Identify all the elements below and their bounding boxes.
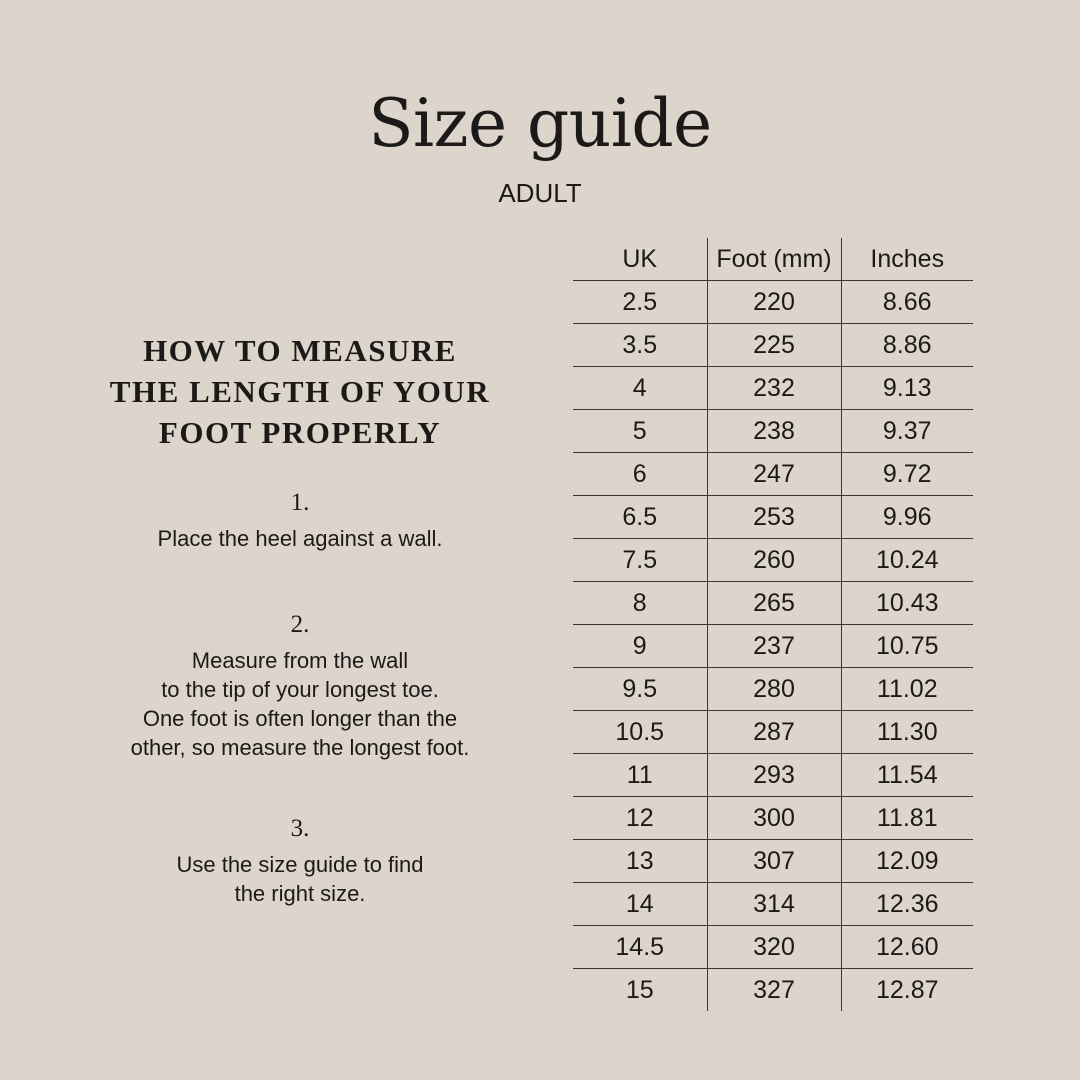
- cell-uk-size: 8: [573, 582, 707, 625]
- cell-foot-mm: 287: [707, 711, 841, 754]
- step-text: [80, 646, 520, 762]
- table-row: [573, 711, 973, 754]
- step-text-line: Place the heel against a wall.: [157, 526, 443, 551]
- table-row: [573, 969, 973, 1012]
- table-row: [573, 496, 973, 539]
- cell-uk-size: 15: [573, 969, 707, 1012]
- cell-uk-size: 2.5: [573, 281, 707, 324]
- table-row: [573, 453, 973, 496]
- cell-inches: 10.75: [841, 625, 973, 668]
- step-number: 1.: [290, 489, 310, 516]
- table-row: [573, 324, 973, 367]
- table-header-row: [573, 238, 973, 281]
- table-row: [573, 840, 973, 883]
- cell-foot-mm: 327: [707, 969, 841, 1012]
- cell-foot-mm: 220: [707, 281, 841, 324]
- cell-foot-mm: 238: [707, 410, 841, 453]
- cell-foot-mm: 314: [707, 883, 841, 926]
- cell-uk-size: 7.5: [573, 539, 707, 582]
- step-text-line: One foot is often longer than the: [142, 706, 458, 731]
- cell-uk-size: 3.5: [573, 324, 707, 367]
- cell-inches: 9.13: [841, 367, 973, 410]
- cell-foot-mm: 293: [707, 754, 841, 797]
- cell-foot-mm: 300: [707, 797, 841, 840]
- cell-inches: 12.60: [841, 926, 973, 969]
- cell-uk-size: 9.5: [573, 668, 707, 711]
- table-body: [573, 281, 973, 1012]
- step-text-line: Measure from the wall: [191, 648, 409, 673]
- cell-uk-size: 12: [573, 797, 707, 840]
- table-row: [573, 410, 973, 453]
- table-row: [573, 539, 973, 582]
- size-table-container: [573, 238, 973, 1011]
- cell-inches: 11.02: [841, 668, 973, 711]
- instructions-heading-line: HOW TO MEASURE: [143, 333, 457, 368]
- cell-inches: 10.24: [841, 539, 973, 582]
- cell-uk-size: 6.5: [573, 496, 707, 539]
- cell-inches: 11.54: [841, 754, 973, 797]
- cell-uk-size: 6: [573, 453, 707, 496]
- cell-foot-mm: 237: [707, 625, 841, 668]
- column-header-uk: UK: [573, 238, 707, 281]
- step-text-line: the right size.: [234, 881, 366, 906]
- cell-uk-size: 11: [573, 754, 707, 797]
- page-title: Size guide: [368, 85, 712, 162]
- cell-uk-size: 13: [573, 840, 707, 883]
- cell-inches: 9.72: [841, 453, 973, 496]
- cell-inches: 8.86: [841, 324, 973, 367]
- instruction-step-1: [80, 488, 520, 553]
- column-header-foot-mm: Foot (mm): [707, 238, 841, 281]
- page-subtitle: ADULT: [498, 178, 582, 208]
- cell-inches: 12.09: [841, 840, 973, 883]
- step-number: 3.: [290, 815, 310, 842]
- cell-foot-mm: 280: [707, 668, 841, 711]
- table-row: [573, 883, 973, 926]
- instructions-heading-line: FOOT PROPERLY: [158, 415, 442, 450]
- cell-uk-size: 9: [573, 625, 707, 668]
- step-text: [80, 850, 520, 908]
- cell-foot-mm: 320: [707, 926, 841, 969]
- cell-foot-mm: 253: [707, 496, 841, 539]
- cell-inches: 11.30: [841, 711, 973, 754]
- cell-inches: 9.37: [841, 410, 973, 453]
- table-row: [573, 797, 973, 840]
- table-row: [573, 668, 973, 711]
- step-text-line: Use the size guide to find: [176, 852, 424, 877]
- table-row: [573, 367, 973, 410]
- instruction-step-2: [80, 610, 520, 762]
- cell-foot-mm: 225: [707, 324, 841, 367]
- cell-inches: 12.87: [875, 975, 939, 1004]
- table-row: [573, 625, 973, 668]
- cell-inches: 8.66: [841, 281, 973, 324]
- instruction-step-3: [80, 814, 520, 908]
- instructions-heading-line: THE LENGTH OF YOUR: [109, 374, 491, 409]
- table-row: [573, 582, 973, 625]
- cell-uk-size: 5: [573, 410, 707, 453]
- size-table: [573, 238, 973, 1011]
- table-row: [573, 926, 973, 969]
- cell-foot-mm: 307: [707, 840, 841, 883]
- instructions-heading: [80, 330, 520, 453]
- cell-inches: 10.43: [841, 582, 973, 625]
- cell-inches: 11.81: [841, 797, 973, 840]
- cell-foot-mm: 247: [707, 453, 841, 496]
- cell-uk-size: 10.5: [573, 711, 707, 754]
- column-header-inches: Inches: [841, 238, 973, 281]
- step-text-line: other, so measure the longest foot.: [130, 735, 470, 760]
- cell-foot-mm: 265: [707, 582, 841, 625]
- cell-inches: 9.96: [841, 496, 973, 539]
- cell-foot-mm: 232: [707, 367, 841, 410]
- step-number: 2.: [290, 611, 310, 638]
- cell-inches: 12.36: [841, 883, 973, 926]
- cell-uk-size: 4: [573, 367, 707, 410]
- cell-foot-mm: 260: [707, 539, 841, 582]
- step-text: [80, 524, 520, 553]
- table-row: [573, 281, 973, 324]
- table-row: [573, 754, 973, 797]
- cell-uk-size: 14: [573, 883, 707, 926]
- cell-uk-size: 14.5: [573, 926, 707, 969]
- step-text-line: to the tip of your longest toe.: [161, 677, 439, 702]
